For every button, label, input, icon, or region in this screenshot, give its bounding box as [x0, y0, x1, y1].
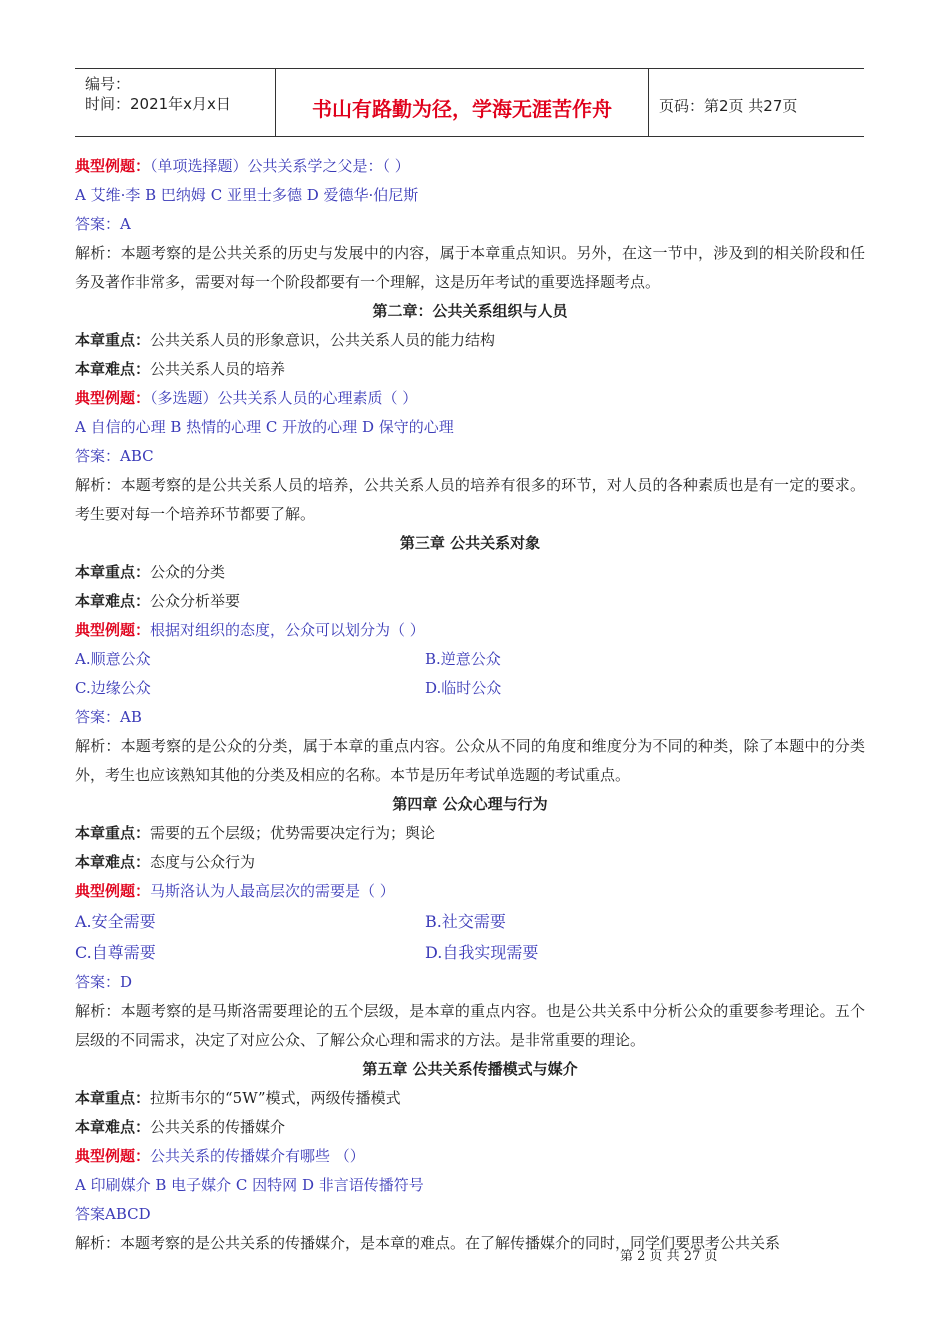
example-text: 根据对组织的态度，公众可以划分为（ ） — [150, 621, 425, 639]
ch5-options: A 印刷媒介 B 电子媒介 C 因特网 D 非言语传播符号 — [75, 1176, 424, 1194]
header-left-cell — [75, 69, 276, 136]
ch5-example — [75, 1142, 865, 1171]
ch3-difficulties — [75, 587, 865, 616]
key-text: 拉斯韦尔的“5W”模式，两级传播模式 — [150, 1089, 401, 1107]
ch3-answer: 答案：AB — [75, 708, 142, 726]
ch2-options: A 自信的心理 B 热情的心理 C 开放的心理 D 保守的心理 — [75, 418, 454, 436]
ch2-answer: 答案：ABC — [75, 447, 154, 465]
ch2-difficulties — [75, 355, 865, 384]
header-page-label: 页码：第2页 共27页 — [659, 97, 798, 115]
difficulty-text: 态度与公众行为 — [150, 853, 256, 871]
ch1-answer: 答案：A — [75, 215, 131, 233]
chapter-title-5: 第五章 公共关系传播模式与媒介 — [362, 1060, 578, 1078]
header-right-cell — [649, 69, 864, 136]
ch3-options-row-2 — [75, 674, 865, 703]
key-label: 本章重点： — [75, 824, 151, 842]
example-label: 典型例题： — [75, 389, 151, 407]
chapter-title-3: 第三章 公共关系对象 — [399, 534, 541, 552]
ch2-analysis: 解析：本题考察的是公共关系人员的培养，公共关系人员的培养有很多的环节，对人员的各种素质也是有一定的要求。考生要对每一个培养环节都要了解。 — [75, 476, 865, 523]
option-b: B.社交需要 — [425, 912, 506, 931]
ch4-example — [75, 877, 865, 906]
ch3-analysis: 解析：本题考察的是公众的分类，属于本章的重点内容。公众从不同的角度和维度分为不同的种类，除了本题中的分类外，考生也应该熟知其他的分类及相应的名称。本节是历年考试单选题的考试重点。 — [75, 737, 865, 784]
header-motto-cell — [276, 69, 649, 136]
serial-label: 编号： — [85, 75, 131, 93]
chapter-title-2: 第二章：公共关系组织与人员 — [372, 302, 568, 320]
key-label: 本章重点： — [75, 1089, 151, 1107]
time-label: 时间：2021年x月x日 — [85, 95, 231, 113]
example-text: （多选题）公共关系人员的心理素质（ ） — [150, 389, 418, 407]
key-label: 本章重点： — [75, 331, 151, 349]
difficulty-label: 本章难点： — [75, 360, 151, 378]
ch5-difficulties — [75, 1113, 865, 1142]
page-footer: 第 2 页 共 27 页 — [620, 1249, 718, 1264]
example-label: 典型例题： — [75, 621, 151, 639]
option-c: C.边缘公众 — [75, 679, 151, 697]
difficulty-label: 本章难点： — [75, 853, 151, 871]
document-body — [75, 152, 865, 1258]
example-label: 典型例题： — [75, 882, 151, 900]
option-a: A.顺意公众 — [75, 650, 151, 668]
option-d: D.自我实现需要 — [425, 943, 539, 962]
ch3-example — [75, 616, 865, 645]
difficulty-label: 本章难点： — [75, 592, 151, 610]
example-label: 典型例题： — [75, 157, 151, 175]
ch4-analysis: 解析：本题考察的是马斯洛需要理论的五个层级，是本章的重点内容。也是公共关系中分析公众的重要参考理论。五个层级的不同需求，决定了对应公众、了解公众心理和需求的方法。是非常重要的理论。 — [75, 1002, 865, 1049]
ch1-example — [75, 152, 865, 181]
example-text: （单项选择题）公共关系学之父是：（ ） — [150, 157, 410, 175]
option-d: D.临时公众 — [425, 679, 502, 697]
ch5-analysis: 解析：本题考察的是公共关系的传播媒介，是本章的难点。在了解传播媒介的同时，同学们要思考公共关系 — [75, 1234, 781, 1252]
example-text: 公共关系的传播媒介有哪些 （） — [150, 1147, 365, 1165]
key-text: 公共关系人员的形象意识，公共关系人员的能力结构 — [150, 331, 496, 349]
key-text: 需要的五个层级；优势需要决定行为；舆论 — [150, 824, 436, 842]
example-text: 马斯洛认为人最高层次的需要是（ ） — [150, 882, 395, 900]
ch4-options-row-2 — [75, 937, 865, 968]
ch2-example — [75, 384, 865, 413]
ch3-key-points — [75, 558, 865, 587]
ch3-options-row-1 — [75, 645, 865, 674]
chapter-title-4: 第四章 公众心理与行为 — [392, 795, 548, 813]
ch4-answer: 答案：D — [75, 973, 133, 991]
ch4-difficulties — [75, 848, 865, 877]
ch1-options: A 艾维·李 B 巴纳姆 C 亚里士多德 D 爱德华·伯尼斯 — [75, 186, 419, 204]
ch1-analysis: 解析：本题考察的是公共关系的历史与发展中的内容，属于本章重点知识。另外，在这一节中，涉及到的相关阶段和任务及著作非常多，需要对每一个阶段都要有一个理解，这是历年考试的重要选择题考点。 — [75, 244, 865, 291]
difficulty-text: 公共关系的传播媒介 — [150, 1118, 286, 1136]
ch5-key-points — [75, 1084, 865, 1113]
key-label: 本章重点： — [75, 563, 151, 581]
ch4-options-row-1 — [75, 906, 865, 937]
difficulty-label: 本章难点： — [75, 1118, 151, 1136]
difficulty-text: 公共关系人员的培养 — [150, 360, 286, 378]
ch2-key-points — [75, 326, 865, 355]
example-label: 典型例题： — [75, 1147, 151, 1165]
option-b: B.逆意公众 — [425, 650, 501, 668]
difficulty-text: 公众分析举要 — [150, 592, 241, 610]
option-a: A.安全需要 — [75, 912, 156, 931]
option-c: C.自尊需要 — [75, 943, 156, 962]
header-motto: 书山有路勤为径，学海无涯苦作舟 — [312, 97, 612, 121]
key-text: 公众的分类 — [150, 563, 226, 581]
page-header — [75, 68, 864, 137]
ch4-key-points — [75, 819, 865, 848]
ch5-answer: 答案ABCD — [75, 1205, 151, 1223]
